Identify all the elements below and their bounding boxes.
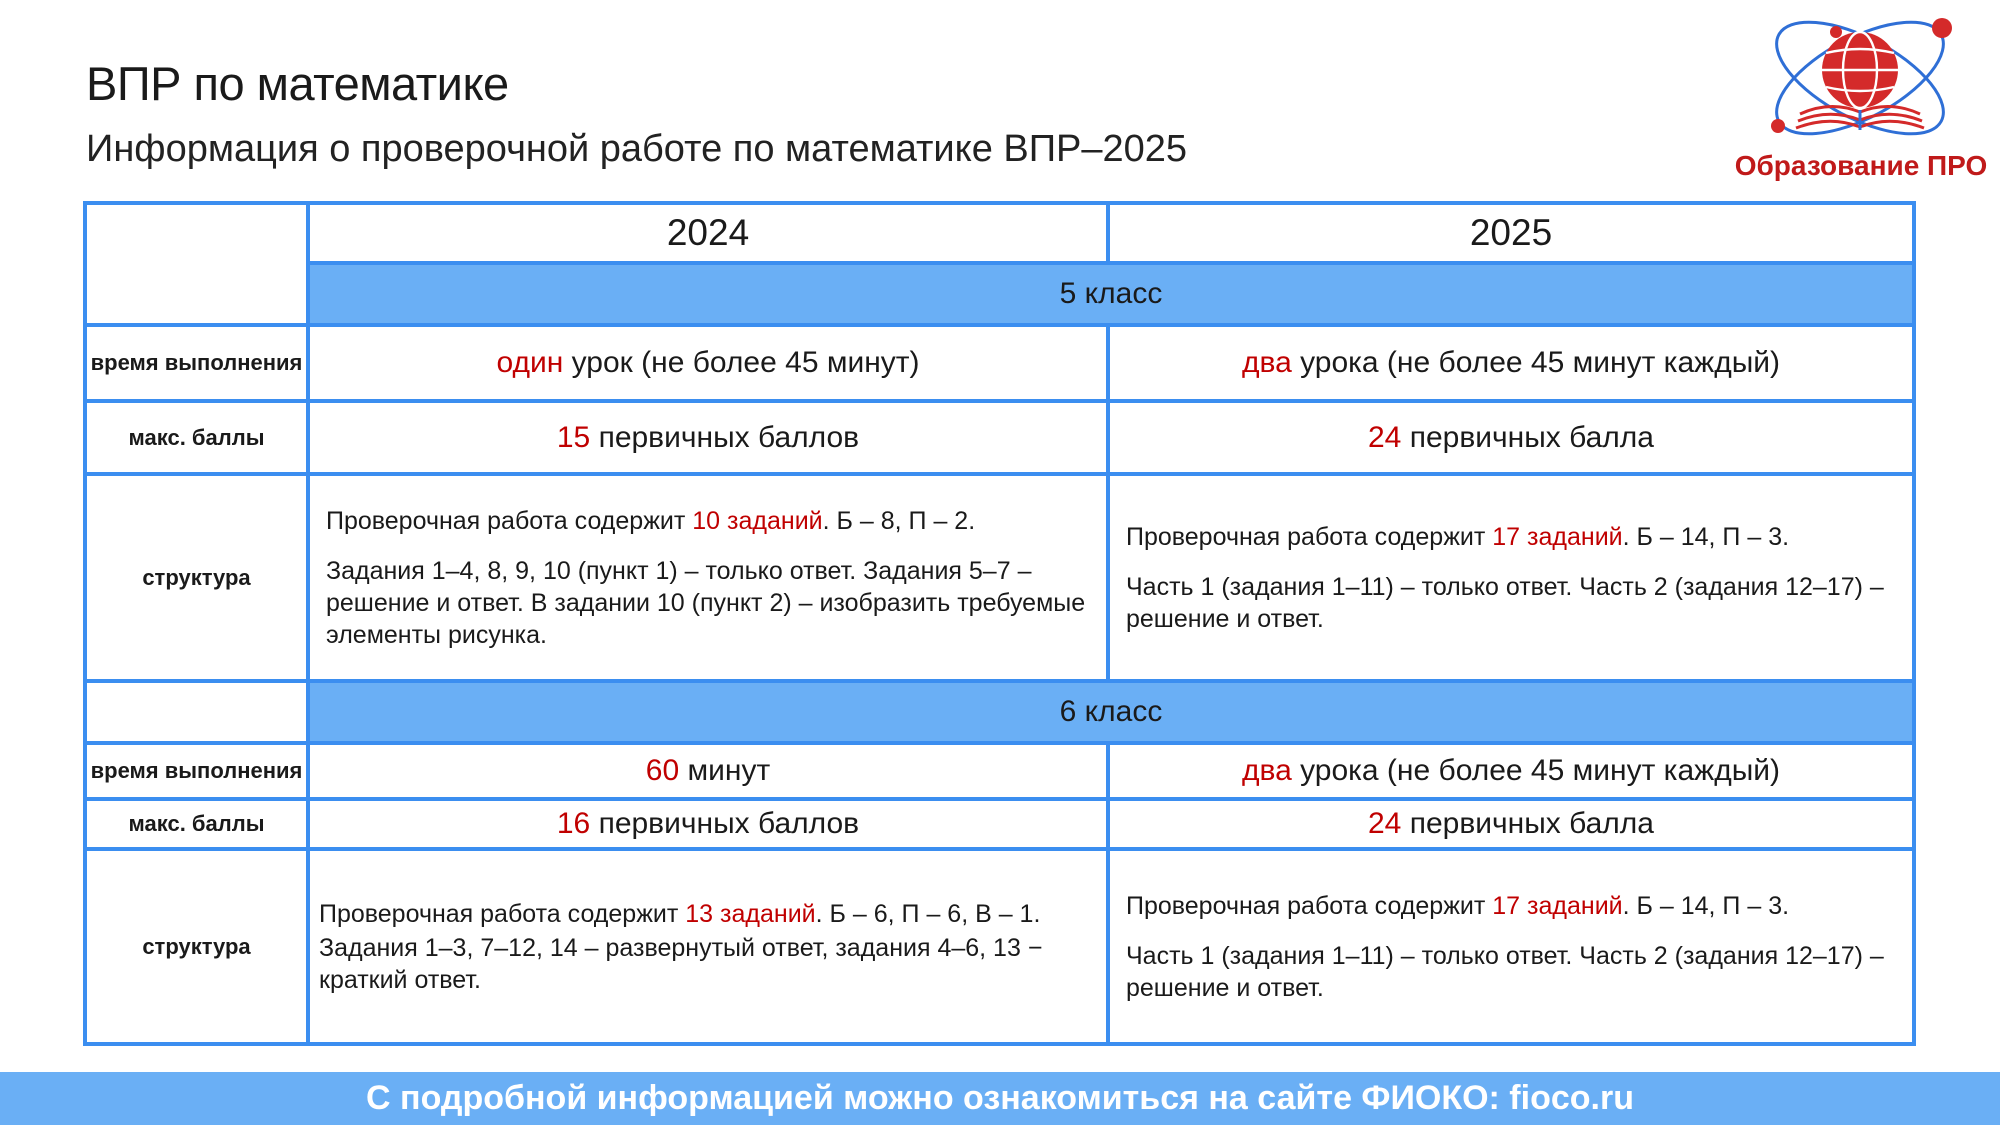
score-2024-cell: 15 первичных баллов (308, 401, 1108, 474)
corner-cell (85, 203, 308, 325)
table-row (85, 401, 1914, 474)
score-2024-cell: 16 первичных баллов (308, 799, 1108, 849)
structure-label: структура (85, 849, 308, 1044)
score-2025-cell: 24 первичных балла (1108, 799, 1914, 849)
time-2025-cell: два урока (не более 45 минут каждый) (1108, 743, 1914, 799)
footer-banner: С подробной информацией можно ознакомиться на сайте ФИОКО: fioco.ru (0, 1072, 2000, 1125)
grade-5-label: 5 класс (308, 263, 1914, 325)
score-label: макс. баллы (85, 401, 308, 474)
table-row (85, 849, 1914, 1044)
grade-5-row (85, 263, 1914, 325)
table-row (85, 799, 1914, 849)
grade-6-row (85, 681, 1914, 743)
table-header-row (85, 203, 1914, 263)
year-2024-header: 2024 (308, 203, 1108, 263)
empty-cell (85, 681, 308, 743)
grade-6-label: 6 класс (308, 681, 1914, 743)
page-title: ВПР по математике (86, 57, 509, 110)
time-label: время выполнения (85, 743, 308, 799)
time-2024-cell: 60 минут (308, 743, 1108, 799)
logo-text: Образование ПРО (1734, 150, 1988, 181)
time-2025-cell: два урока (не более 45 минут каждый) (1108, 325, 1914, 401)
table-row (85, 325, 1914, 401)
structure-2024-cell: Проверочная работа содержит 10 заданий. Б – 8, П – 2. Задания 1–4, 8, 9, 10 (пункт 1) – только ответ. Задания 5–7 – решение и ответ. В задании 10 (пункт 2) – изобразить требуемые элементы рисунка. (308, 474, 1108, 681)
structure-2025-cell: Проверочная работа содержит 17 заданий. Б – 14, П – 3. Часть 1 (задания 1–11) – только ответ. Часть 2 (задания 12–17) – решение и ответ. (1108, 849, 1914, 1044)
table-row (85, 743, 1914, 799)
structure-2025-cell: Проверочная работа содержит 17 заданий. Б – 14, П – 3. Часть 1 (задания 1–11) – только ответ. Часть 2 (задания 12–17) – решение и ответ. (1108, 474, 1914, 681)
page-subtitle: Информация о проверочной работе по математике ВПР–2025 (86, 128, 1188, 170)
score-label: макс. баллы (85, 799, 308, 849)
year-2025-header: 2025 (1108, 203, 1914, 263)
time-label: время выполнения (85, 325, 308, 401)
table-row (85, 474, 1914, 681)
structure-label: структура (85, 474, 308, 681)
score-2025-cell: 24 первичных балла (1108, 401, 1914, 474)
structure-2024-cell: Проверочная работа содержит 13 заданий. Б – 6, П – 6, В – 1. Задания 1–3, 7–12, 14 – развернутый ответ, задания 4–6, 13 − краткий ответ. (308, 849, 1108, 1044)
comparison-table (83, 201, 1916, 1046)
time-2024-cell: один урок (не более 45 минут) (308, 325, 1108, 401)
